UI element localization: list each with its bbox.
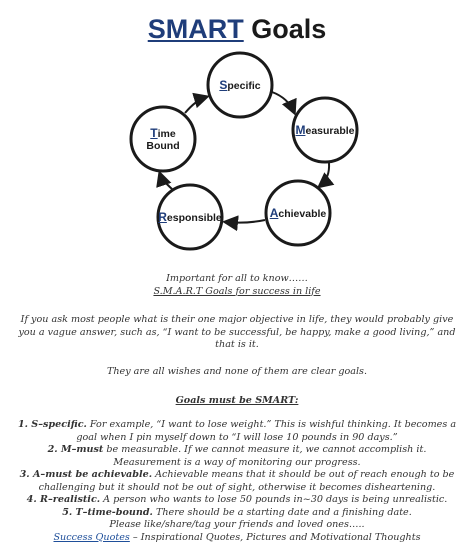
label-responsible: Responsible	[158, 210, 222, 224]
success-quotes-link[interactable]: Success Quotes	[53, 531, 130, 543]
smart-list	[14, 419, 460, 544]
label-measurable: Measurable	[295, 123, 355, 137]
list-item: 2. M–must be measurable. If we cannot measure it, we cannot accomplish it. Measurement is a way of monitoring our progress.	[47, 444, 427, 468]
closing-text: Please like/share/tag your friends and loved ones…..	[109, 519, 365, 530]
title-smart: SMART	[147, 14, 244, 44]
label-specific: Specific	[219, 78, 261, 92]
paragraph-1: If you ask most people what is their one major objective in life, they would probably give you a vague answer, such as, “I want to be successful, be happy, make a good living,” and that is it.	[18, 314, 456, 350]
label-time-bound: Time Bound	[146, 126, 180, 152]
footer: Success Quotes – Inspirational Quotes, Pictures and Motivational Thoughts	[53, 531, 421, 543]
smart-cycle-diagram	[0, 0, 474, 270]
goals-heading: Goals must be SMART:	[175, 395, 299, 406]
arrow-m-to-a	[320, 163, 329, 186]
arrow-r-to-t	[160, 174, 172, 189]
intro	[14, 273, 460, 298]
intro-line-2: S.M.A.R.T Goals for success in life	[153, 285, 321, 297]
arrow-a-to-r	[226, 220, 265, 223]
list-item: 1. S–specific. For example, “I want to lose weight.” This is wishful thinking. It becomes a goal when I pin myself down to “I will lose 10 pounds in 90 days.”	[17, 419, 457, 443]
list-item: 5. T–time-bound. There should be a starting date and a finishing date.	[62, 506, 412, 518]
list-item: 3. A–must be achievable. Achievable means that it should be out of reach enough to be challenging but it should not be out of sight, otherwise it becomes disheartening.	[19, 469, 455, 493]
list-item: 4. R–realistic. A person who wants to lose 50 pounds in~30 days is being unrealistic.	[26, 494, 448, 505]
intro-line-1: Important for all to know……	[166, 273, 308, 284]
paragraph-2: They are all wishes and none of them are clear goals.	[106, 366, 368, 377]
arrow-t-to-s	[185, 97, 206, 113]
label-achievable: Achievable	[269, 206, 327, 220]
title-goals: Goals	[251, 14, 327, 44]
arrow-s-to-m	[272, 92, 294, 112]
